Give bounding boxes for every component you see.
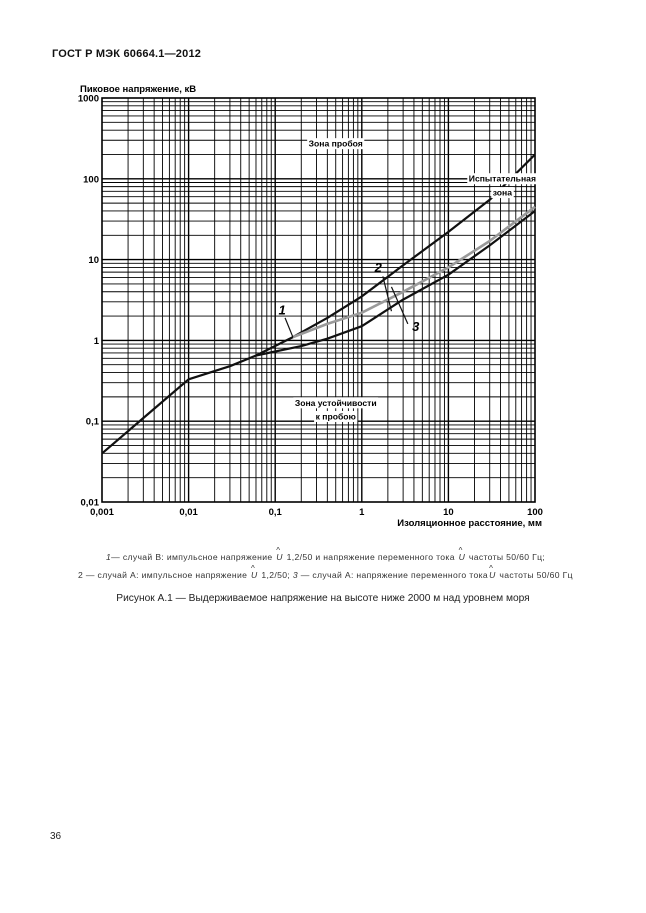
series-1-line xyxy=(102,155,535,454)
legend-text: — случай A: импульсное напряжение xyxy=(83,570,251,580)
y-tick-label: 1 xyxy=(93,335,99,347)
plot-frame xyxy=(102,98,535,502)
document-header: ГОСТ Р МЭК 60664.1—2012 xyxy=(52,48,202,60)
legend-line-2 xyxy=(78,570,573,580)
legend-text: 1,2/50 и напряжение переменного тока xyxy=(283,552,458,562)
legend-text: 1,2/50; xyxy=(258,570,293,580)
y-tick-label: 10 xyxy=(88,255,99,267)
series-2-label: 2 xyxy=(374,260,382,276)
legend-series-3-number: 3 xyxy=(292,570,298,580)
zone-annotation: Зона пробоя xyxy=(308,138,363,149)
y-tick-label: 100 xyxy=(83,174,99,186)
legend-line-1 xyxy=(106,552,545,562)
chart-grid xyxy=(102,98,535,502)
y-axis-label: Пиковое напряжение, кВ xyxy=(80,84,197,95)
legend-text: частоты 50/60 Гц xyxy=(496,570,573,580)
series-1-leader xyxy=(285,318,293,337)
series-1-label: 1 xyxy=(278,302,286,318)
legend-u-symbol: ^ U xyxy=(458,552,467,562)
legend-series-2-number: 2 xyxy=(78,570,84,580)
figure-caption: Рисунок А.1 — Выдерживаемое напряжение на высоте ниже 2000 м над уровнем моря xyxy=(116,593,530,604)
x-tick-label: 100 xyxy=(527,507,543,518)
zone-annotation: Зона устойчивости xyxy=(294,397,377,408)
legend-u-symbol: ^ U xyxy=(275,552,284,562)
zone-annotation: Испытательная xyxy=(468,173,536,184)
x-axis-label: Изоляционное расстояние, мм xyxy=(397,518,542,529)
legend-u-symbol: ^ U xyxy=(488,570,497,580)
x-tick-label: 0,01 xyxy=(179,507,198,518)
y-tick-label: 1000 xyxy=(77,93,99,105)
legend-text: — случай A: напряжение переменного тока xyxy=(297,570,489,580)
legend-series-1-number: 1 xyxy=(106,552,112,562)
legend-text: — случай B: импульсное напряжение xyxy=(111,552,276,562)
x-tick-label: 0,1 xyxy=(268,507,282,518)
zone-annotation: зона xyxy=(492,187,513,198)
x-tick-label: 1 xyxy=(359,507,365,518)
zone-annotation: к пробою xyxy=(315,411,356,422)
series-2-leader xyxy=(383,276,392,311)
page-number: 36 xyxy=(50,831,62,842)
x-tick-label: 0,001 xyxy=(90,507,114,518)
legend-u-symbol: ^ U xyxy=(250,570,259,580)
y-tick-label: 0,1 xyxy=(85,416,99,428)
legend-text: частоты 50/60 Гц; xyxy=(466,552,546,562)
x-tick-label: 10 xyxy=(443,507,454,518)
y-tick-label: 0,01 xyxy=(80,497,99,509)
series-3-label: 3 xyxy=(412,319,420,335)
